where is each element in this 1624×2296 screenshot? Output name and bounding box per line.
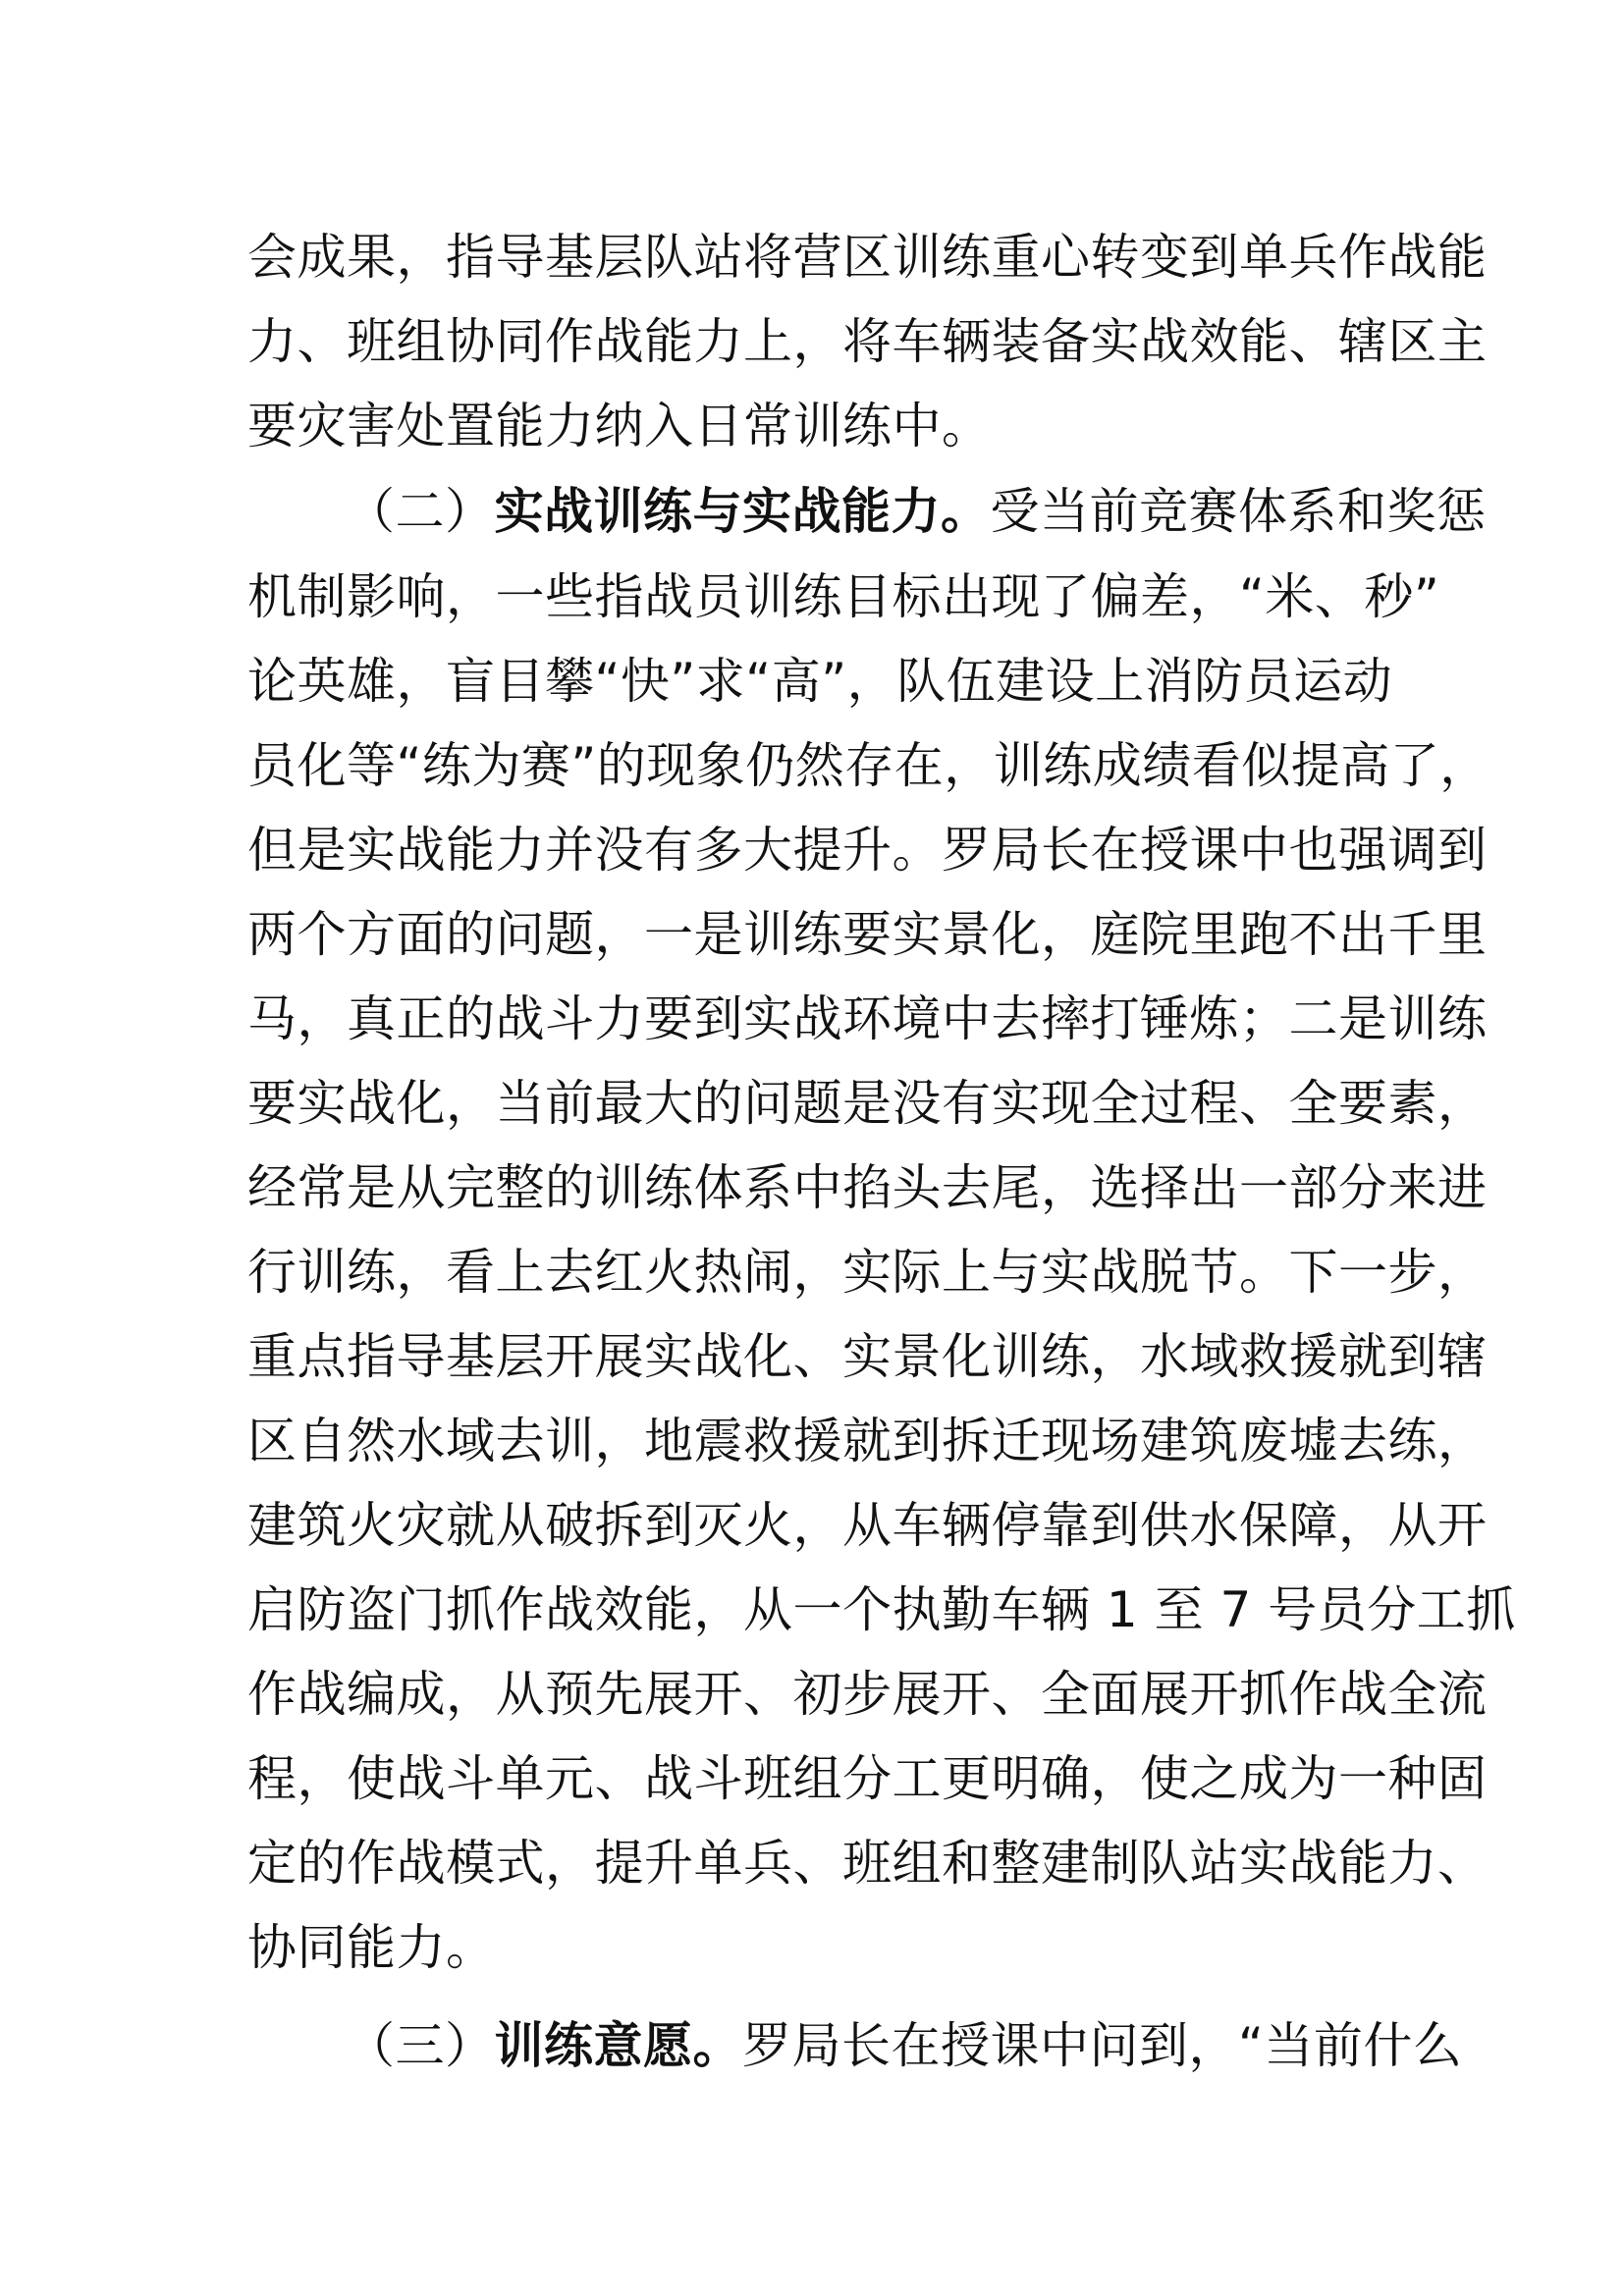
text-line: 行训练，看上去红火热闹，实际上与实战脱节。下一步，: [247, 1244, 1488, 1301]
section-text: 罗局长在授课中问到，“当前什么: [742, 2017, 1463, 2074]
section-number: （三）: [346, 2017, 495, 2074]
section-title: 实战训练与实战能力。: [494, 483, 991, 540]
text-line: 论英雄，盲目攀“快”求“高”，队伍建设上消防员运动: [247, 653, 1393, 710]
text-line: 但是实战能力并没有多大提升。罗局长在授课中也强调到: [247, 822, 1488, 879]
text-line: 员化等“练为赛”的现象仍然存在，训练成绩看似提高了，: [247, 737, 1489, 794]
text-line: 力、班组协同作战能力上，将车辆装备实战效能、辖区主: [247, 313, 1488, 370]
text-line: 机制影响，一些指战员训练目标出现了偏差，“米、秒”: [247, 568, 1440, 625]
text-line: 重点指导基层开展实战化、实景化训练，水域救援就到辖: [247, 1328, 1488, 1385]
section-3-heading-line: [346, 2003, 1463, 2088]
text-line: 会成果，指导基层队站将营区训练重心转变到单兵作战能: [247, 229, 1488, 286]
text-line: 区自然水域去训，地震救援就到拆迁现场建筑废墟去练，: [247, 1413, 1488, 1469]
section-2-heading-line: [346, 469, 1487, 554]
text-line: 作战编成，从预先展开、初步展开、全面展开抓作战全流: [247, 1666, 1488, 1723]
text-line: 要灾害处置能力纳入日常训练中。: [247, 398, 992, 454]
text-line: 要实战化，当前最大的问题是没有实现全过程、全要素，: [247, 1075, 1488, 1132]
section-text: 受当前竞赛体系和奖惩: [990, 483, 1487, 540]
text-line: 建筑火灾就从破拆到灭火，从车辆停靠到供水保障，从开: [247, 1497, 1488, 1554]
section-number: （二）: [346, 483, 495, 540]
text-line: 两个方面的问题，一是训练要实景化，庭院里跑不出千里: [247, 906, 1488, 963]
text-line: 马，真正的战斗力要到实战环境中去摔打锤炼；二是训练: [247, 990, 1488, 1047]
text-line: 协同能力。: [247, 1919, 496, 1976]
text-line: 程，使战斗单元、战斗班组分工更明确，使之成为一种固: [247, 1750, 1488, 1807]
text-line: 定的作战模式，提升单兵、班组和整建制队站实战能力、: [247, 1835, 1488, 1892]
text-line: 经常是从完整的训练体系中掐头去尾，选择出一部分来进: [247, 1159, 1488, 1216]
text-line: 启防盗门抓作战效能，从一个执勤车辆 1 至 7 号员分工抓: [247, 1581, 1516, 1638]
section-title: 训练意愿。: [494, 2017, 742, 2074]
